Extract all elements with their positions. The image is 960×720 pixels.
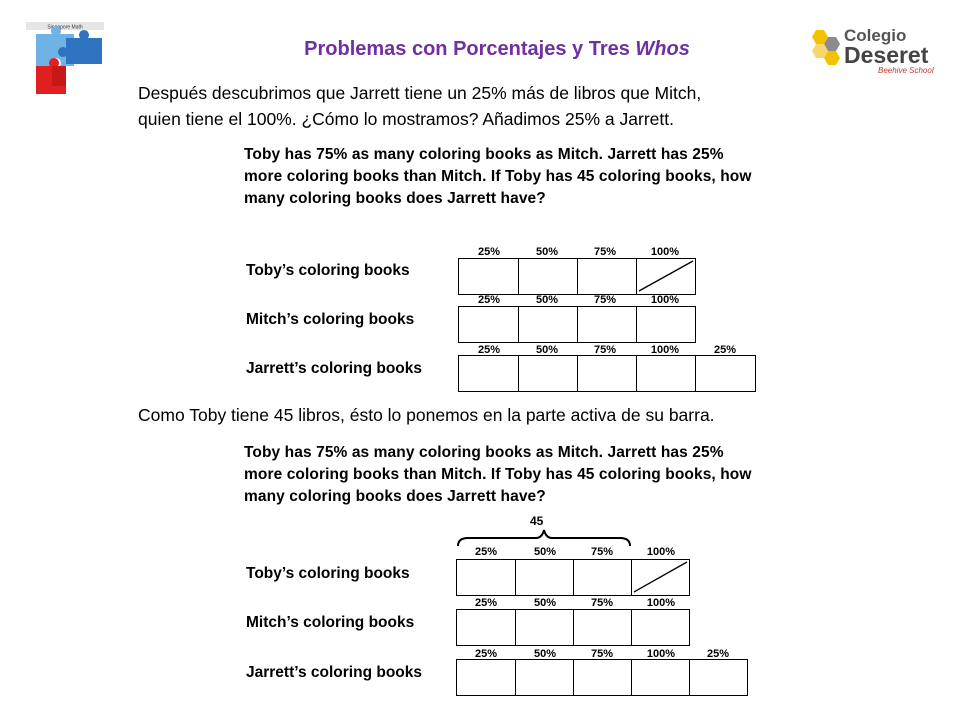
jarrett-label-1: Jarrett’s coloring books	[246, 360, 422, 377]
curly-brace-icon	[456, 528, 632, 548]
bar-segment	[574, 610, 632, 645]
bar-segment	[578, 307, 637, 342]
problem-line-1: Toby has 75% as many coloring books as Mitch. Jarrett has 25%	[244, 444, 724, 461]
pct-label: 100%	[646, 648, 676, 660]
logo-line2: Deseret	[844, 42, 929, 68]
bar-segment	[690, 660, 746, 695]
pct-label: 50%	[533, 648, 557, 660]
bar-segment	[459, 259, 519, 294]
bar-segment	[457, 610, 516, 645]
bar-segment	[578, 356, 637, 391]
brace-value: 45	[530, 514, 544, 528]
jarrett-bar-1	[458, 355, 756, 392]
bar-segment	[574, 660, 632, 695]
honeycomb-icon	[806, 28, 846, 68]
pct-label: 100%	[646, 597, 676, 609]
problem-text-1	[244, 144, 752, 210]
sm-logo-text: Singapore Math	[47, 24, 83, 31]
bar-segment-hatched	[637, 259, 694, 294]
problem-line-2: more coloring books than Mitch. If Toby has 45 coloring books, how	[244, 466, 752, 483]
problem-text-2	[244, 442, 752, 508]
title-main: Problemas con Porcentajes y Tres	[304, 38, 636, 60]
bar-segment-hatched	[632, 560, 688, 595]
pct-label: 75%	[590, 648, 614, 660]
pct-label: 75%	[593, 294, 617, 306]
pct-label: 25%	[474, 546, 498, 558]
pct-label: 75%	[593, 246, 617, 258]
bar-segment	[696, 356, 754, 391]
bar-segment	[637, 356, 696, 391]
problem-line-2: more coloring books than Mitch. If Toby has 45 coloring books, how	[244, 168, 752, 185]
bar-segment	[574, 560, 632, 595]
middle-paragraph: Como Toby tiene 45 libros, ésto lo ponemos en la parte activa de su barra.	[138, 405, 715, 425]
jarrett-label-2: Jarrett’s coloring books	[246, 664, 422, 681]
bar-segment	[459, 356, 519, 391]
mitch-label-1: Mitch’s coloring books	[246, 311, 415, 328]
problem-line-1: Toby has 75% as many coloring books as Mitch. Jarrett has 25%	[244, 146, 724, 163]
bar-segment	[519, 356, 578, 391]
bar-segment	[516, 560, 574, 595]
bar-segment	[459, 307, 519, 342]
bar-segment	[519, 307, 578, 342]
intro-line-1: Después descubrimos que Jarrett tiene un 25% más de libros que Mitch,	[138, 83, 702, 103]
bar-segment	[578, 259, 637, 294]
mitch-label-2: Mitch’s coloring books	[246, 614, 415, 631]
jarrett-bar-2	[456, 659, 748, 696]
pct-label: 75%	[590, 597, 614, 609]
diagonal-line-icon	[632, 560, 688, 594]
toby-bar-2	[456, 559, 690, 596]
toby-label-1: Toby’s coloring books	[246, 262, 410, 279]
bar-segment	[632, 660, 690, 695]
pct-label: 25%	[474, 648, 498, 660]
pct-label: 50%	[533, 597, 557, 609]
pct-label: 25%	[477, 246, 501, 258]
pct-label: 100%	[646, 546, 676, 558]
toby-label-2: Toby’s coloring books	[246, 565, 410, 582]
pct-label: 100%	[650, 344, 680, 356]
mitch-bar-2	[456, 609, 690, 646]
pct-label: 75%	[590, 546, 614, 558]
pct-label: 25%	[706, 648, 730, 660]
bar-segment	[637, 307, 694, 342]
pct-label: 50%	[533, 546, 557, 558]
pct-label: 25%	[477, 344, 501, 356]
toby-bar-1	[458, 258, 696, 295]
pct-label: 50%	[535, 246, 559, 258]
bar-segment	[632, 610, 688, 645]
colegio-deseret-logo	[806, 24, 941, 76]
pct-label: 50%	[535, 294, 559, 306]
diagonal-line-icon	[637, 259, 694, 293]
bar-segment	[519, 259, 578, 294]
intro-line-2: quien tiene el 100%. ¿Cómo lo mostramos? Añadimos 25% a Jarrett.	[138, 109, 674, 129]
problem-line-3: many coloring books does Jarrett have?	[244, 488, 546, 505]
pct-label: 25%	[477, 294, 501, 306]
bar-segment	[516, 660, 574, 695]
bar-segment	[516, 610, 574, 645]
pct-label: 100%	[650, 246, 680, 258]
pct-label: 25%	[713, 344, 737, 356]
pct-label: 50%	[535, 344, 559, 356]
problem-line-3: many coloring books does Jarrett have?	[244, 190, 546, 207]
pct-label: 100%	[650, 294, 680, 306]
bar-segment	[457, 560, 516, 595]
pct-label: 75%	[593, 344, 617, 356]
intro-paragraph	[138, 80, 701, 132]
logo-tagline: Beehive School	[878, 66, 934, 75]
logo-line1: Colegio	[844, 26, 907, 45]
bar-segment	[457, 660, 516, 695]
pct-label: 25%	[474, 597, 498, 609]
mitch-bar-1	[458, 306, 696, 343]
title-emphasis: Whos	[635, 38, 690, 60]
